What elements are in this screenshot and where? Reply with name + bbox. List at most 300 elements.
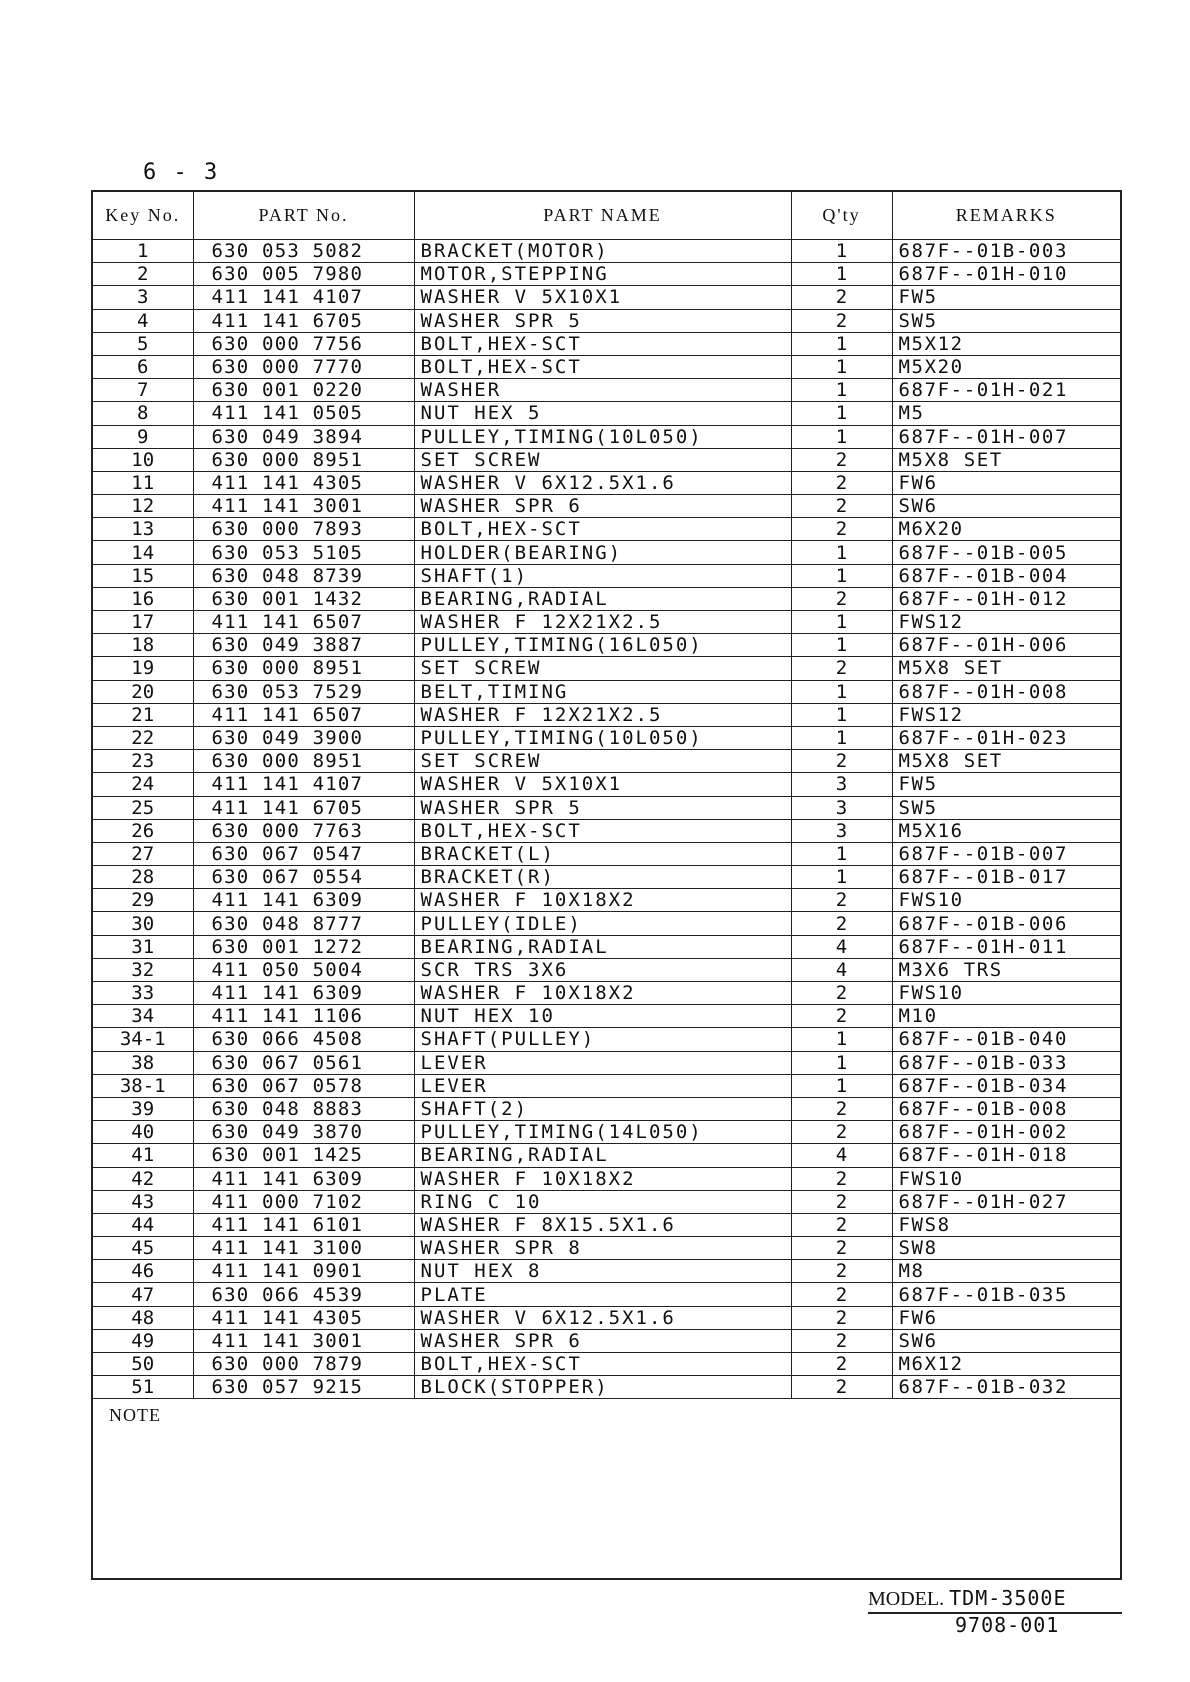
part-name-cell: WASHER F 10X18X2 <box>414 982 791 1005</box>
part-no-cell: 411 141 6705 <box>193 309 414 332</box>
key-no-cell: 41 <box>93 1144 193 1167</box>
part-no-cell: 630 053 5105 <box>193 541 414 564</box>
part-name-cell: BELT,TIMING <box>414 680 791 703</box>
part-no-cell: 630 005 7980 <box>193 263 414 286</box>
part-name-cell: BRACKET(R) <box>414 866 791 889</box>
remarks-cell: FWS10 <box>892 1167 1120 1190</box>
remarks-cell: 687F--01B-032 <box>892 1376 1120 1399</box>
qty-cell: 4 <box>791 1144 892 1167</box>
key-no-cell: 28 <box>93 866 193 889</box>
table-row <box>93 332 1120 355</box>
part-name-cell: SHAFT(2) <box>414 1097 791 1120</box>
part-no-cell: 630 001 0220 <box>193 379 414 402</box>
header-qty: Q'ty <box>791 192 892 240</box>
part-name-cell: SHAFT(1) <box>414 564 791 587</box>
key-no-cell: 32 <box>93 958 193 981</box>
qty-cell: 2 <box>791 1097 892 1120</box>
key-no-cell: 43 <box>93 1190 193 1213</box>
part-name-cell: PLATE <box>414 1283 791 1306</box>
key-no-cell: 44 <box>93 1213 193 1236</box>
qty-cell: 1 <box>791 866 892 889</box>
part-no-cell: 630 057 9215 <box>193 1376 414 1399</box>
remarks-cell: FWS10 <box>892 889 1120 912</box>
table-row <box>93 379 1120 402</box>
key-no-cell: 16 <box>93 587 193 610</box>
part-name-cell: WASHER SPR 6 <box>414 1329 791 1352</box>
remarks-cell: M5X8 SET <box>892 657 1120 680</box>
remarks-cell: 687F--01H-012 <box>892 587 1120 610</box>
key-no-cell: 17 <box>93 611 193 634</box>
qty-cell: 2 <box>791 1213 892 1236</box>
qty-cell: 4 <box>791 958 892 981</box>
table-row <box>93 819 1120 842</box>
remarks-cell: M8 <box>892 1260 1120 1283</box>
note-label: NOTE <box>109 1405 161 1426</box>
qty-cell: 2 <box>791 1306 892 1329</box>
parts-table-body <box>93 240 1120 1399</box>
part-no-cell: 630 001 1272 <box>193 935 414 958</box>
table-row <box>93 1167 1120 1190</box>
part-no-cell: 630 000 7763 <box>193 819 414 842</box>
qty-cell: 2 <box>791 518 892 541</box>
part-no-cell: 630 001 1425 <box>193 1144 414 1167</box>
remarks-cell: 687F--01H-002 <box>892 1121 1120 1144</box>
remarks-cell: 687F--01B-007 <box>892 842 1120 865</box>
table-row <box>93 309 1120 332</box>
table-row <box>93 495 1120 518</box>
key-no-cell: 38 <box>93 1051 193 1074</box>
table-row <box>93 657 1120 680</box>
remarks-cell: 687F--01B-040 <box>892 1028 1120 1051</box>
table-row <box>93 402 1120 425</box>
header-key-no: Key No. <box>93 192 193 240</box>
table-row <box>93 355 1120 378</box>
key-no-cell: 50 <box>93 1353 193 1376</box>
key-no-cell: 33 <box>93 982 193 1005</box>
remarks-cell: 687F--01B-008 <box>892 1097 1120 1120</box>
model-value: TDM-3500E <box>949 1586 1067 1610</box>
qty-cell: 2 <box>791 1376 892 1399</box>
remarks-cell: SW6 <box>892 1329 1120 1352</box>
key-no-cell: 23 <box>93 750 193 773</box>
part-name-cell: WASHER F 8X15.5X1.6 <box>414 1213 791 1236</box>
key-no-cell: 10 <box>93 448 193 471</box>
qty-cell: 1 <box>791 842 892 865</box>
table-row <box>93 286 1120 309</box>
table-row <box>93 842 1120 865</box>
parts-table <box>93 192 1120 1399</box>
table-row <box>93 240 1120 263</box>
part-name-cell: BOLT,HEX-SCT <box>414 332 791 355</box>
table-row <box>93 1144 1120 1167</box>
remarks-cell: FW5 <box>892 286 1120 309</box>
table-row <box>93 1353 1120 1376</box>
part-name-cell: PULLEY,TIMING(14L050) <box>414 1121 791 1144</box>
remarks-cell: M5 <box>892 402 1120 425</box>
table-row <box>93 634 1120 657</box>
part-name-cell: WASHER SPR 5 <box>414 796 791 819</box>
key-no-cell: 3 <box>93 286 193 309</box>
part-name-cell: PULLEY,TIMING(16L050) <box>414 634 791 657</box>
table-header-row <box>93 192 1120 240</box>
part-no-cell: 630 048 8883 <box>193 1097 414 1120</box>
part-no-cell: 630 049 3894 <box>193 425 414 448</box>
part-name-cell: SET SCREW <box>414 657 791 680</box>
part-name-cell: BEARING,RADIAL <box>414 935 791 958</box>
key-no-cell: 20 <box>93 680 193 703</box>
table-row <box>93 750 1120 773</box>
part-no-cell: 630 000 7756 <box>193 332 414 355</box>
qty-cell: 1 <box>791 425 892 448</box>
part-no-cell: 630 000 8951 <box>193 448 414 471</box>
table-row <box>93 263 1120 286</box>
table-row <box>93 1329 1120 1352</box>
key-no-cell: 47 <box>93 1283 193 1306</box>
key-no-cell: 5 <box>93 332 193 355</box>
remarks-cell: 687F--01H-011 <box>892 935 1120 958</box>
header-remarks: REMARKS <box>892 192 1120 240</box>
remarks-cell: M5X8 SET <box>892 448 1120 471</box>
part-no-cell: 411 141 4107 <box>193 773 414 796</box>
qty-cell: 2 <box>791 1283 892 1306</box>
part-name-cell: BEARING,RADIAL <box>414 587 791 610</box>
qty-cell: 1 <box>791 1074 892 1097</box>
remarks-cell: 687F--01H-008 <box>892 680 1120 703</box>
remarks-cell: 687F--01H-027 <box>892 1190 1120 1213</box>
qty-cell: 1 <box>791 355 892 378</box>
qty-cell: 2 <box>791 448 892 471</box>
part-name-cell: NUT HEX 8 <box>414 1260 791 1283</box>
table-row <box>93 587 1120 610</box>
part-no-cell: 630 049 3870 <box>193 1121 414 1144</box>
part-no-cell: 630 001 1432 <box>193 587 414 610</box>
part-name-cell: SET SCREW <box>414 750 791 773</box>
remarks-cell: FW5 <box>892 773 1120 796</box>
part-no-cell: 630 000 8951 <box>193 657 414 680</box>
part-name-cell: SET SCREW <box>414 448 791 471</box>
qty-cell: 2 <box>791 657 892 680</box>
table-row <box>93 935 1120 958</box>
part-name-cell: BRACKET(L) <box>414 842 791 865</box>
part-name-cell: WASHER V 6X12.5X1.6 <box>414 1306 791 1329</box>
part-no-cell: 630 000 8951 <box>193 750 414 773</box>
part-no-cell: 411 141 6309 <box>193 889 414 912</box>
qty-cell: 1 <box>791 1051 892 1074</box>
key-no-cell: 49 <box>93 1329 193 1352</box>
table-row <box>93 471 1120 494</box>
document-number: 9708-001 <box>955 1613 1060 1637</box>
key-no-cell: 1 <box>93 240 193 263</box>
table-row <box>93 680 1120 703</box>
table-row <box>93 1260 1120 1283</box>
part-no-cell: 411 141 6705 <box>193 796 414 819</box>
part-no-cell: 411 141 6507 <box>193 703 414 726</box>
key-no-cell: 6 <box>93 355 193 378</box>
table-row <box>93 1028 1120 1051</box>
part-name-cell: WASHER V 6X12.5X1.6 <box>414 471 791 494</box>
model-label: MODEL. <box>868 1588 945 1610</box>
remarks-cell: M6X20 <box>892 518 1120 541</box>
part-name-cell: WASHER F 12X21X2.5 <box>414 703 791 726</box>
part-no-cell: 411 141 4305 <box>193 1306 414 1329</box>
part-no-cell: 630 066 4539 <box>193 1283 414 1306</box>
part-name-cell: BLOCK(STOPPER) <box>414 1376 791 1399</box>
part-name-cell: WASHER SPR 6 <box>414 495 791 518</box>
key-no-cell: 51 <box>93 1376 193 1399</box>
part-no-cell: 411 141 6101 <box>193 1213 414 1236</box>
key-no-cell: 31 <box>93 935 193 958</box>
part-name-cell: PULLEY,TIMING(10L050) <box>414 425 791 448</box>
part-no-cell: 411 141 4107 <box>193 286 414 309</box>
key-no-cell: 13 <box>93 518 193 541</box>
part-no-cell: 411 141 3001 <box>193 1329 414 1352</box>
part-name-cell: SHAFT(PULLEY) <box>414 1028 791 1051</box>
part-name-cell: WASHER F 10X18X2 <box>414 889 791 912</box>
table-row <box>93 796 1120 819</box>
part-no-cell: 630 067 0547 <box>193 842 414 865</box>
key-no-cell: 26 <box>93 819 193 842</box>
part-no-cell: 630 067 0561 <box>193 1051 414 1074</box>
key-no-cell: 21 <box>93 703 193 726</box>
part-name-cell: LEVER <box>414 1051 791 1074</box>
table-row <box>93 611 1120 634</box>
remarks-cell: 687F--01B-033 <box>892 1051 1120 1074</box>
qty-cell: 2 <box>791 1121 892 1144</box>
remarks-cell: 687F--01H-006 <box>892 634 1120 657</box>
qty-cell: 1 <box>791 564 892 587</box>
qty-cell: 2 <box>791 889 892 912</box>
remarks-cell: M5X20 <box>892 355 1120 378</box>
table-row <box>93 1283 1120 1306</box>
remarks-cell: M6X12 <box>892 1353 1120 1376</box>
part-no-cell: 630 053 5082 <box>193 240 414 263</box>
part-name-cell: WASHER V 5X10X1 <box>414 286 791 309</box>
table-row <box>93 425 1120 448</box>
part-no-cell: 411 141 3100 <box>193 1237 414 1260</box>
part-name-cell: WASHER SPR 8 <box>414 1237 791 1260</box>
key-no-cell: 7 <box>93 379 193 402</box>
part-name-cell: BOLT,HEX-SCT <box>414 355 791 378</box>
key-no-cell: 34 <box>93 1005 193 1028</box>
part-no-cell: 630 000 7770 <box>193 355 414 378</box>
table-row <box>93 448 1120 471</box>
qty-cell: 2 <box>791 471 892 494</box>
part-name-cell: WASHER SPR 5 <box>414 309 791 332</box>
key-no-cell: 40 <box>93 1121 193 1144</box>
key-no-cell: 24 <box>93 773 193 796</box>
key-no-cell: 25 <box>93 796 193 819</box>
key-no-cell: 15 <box>93 564 193 587</box>
part-no-cell: 411 141 1106 <box>193 1005 414 1028</box>
part-no-cell: 411 141 0505 <box>193 402 414 425</box>
part-name-cell: BOLT,HEX-SCT <box>414 819 791 842</box>
qty-cell: 4 <box>791 935 892 958</box>
qty-cell: 2 <box>791 1260 892 1283</box>
remarks-cell: M5X16 <box>892 819 1120 842</box>
part-name-cell: BEARING,RADIAL <box>414 1144 791 1167</box>
remarks-cell: 687F--01H-007 <box>892 425 1120 448</box>
part-name-cell: MOTOR,STEPPING <box>414 263 791 286</box>
remarks-cell: 687F--01B-034 <box>892 1074 1120 1097</box>
remarks-cell: FW6 <box>892 471 1120 494</box>
table-row <box>93 1213 1120 1236</box>
remarks-cell: M5X12 <box>892 332 1120 355</box>
part-name-cell: HOLDER(BEARING) <box>414 541 791 564</box>
remarks-cell: 687F--01H-010 <box>892 263 1120 286</box>
key-no-cell: 22 <box>93 726 193 749</box>
part-name-cell: BRACKET(MOTOR) <box>414 240 791 263</box>
remarks-cell: SW5 <box>892 796 1120 819</box>
remarks-cell: FWS10 <box>892 982 1120 1005</box>
part-no-cell: 630 000 7879 <box>193 1353 414 1376</box>
key-no-cell: 46 <box>93 1260 193 1283</box>
key-no-cell: 29 <box>93 889 193 912</box>
remarks-cell: 687F--01H-018 <box>892 1144 1120 1167</box>
key-no-cell: 2 <box>93 263 193 286</box>
part-name-cell: WASHER V 5X10X1 <box>414 773 791 796</box>
qty-cell: 1 <box>791 703 892 726</box>
part-no-cell: 630 067 0554 <box>193 866 414 889</box>
part-name-cell: NUT HEX 5 <box>414 402 791 425</box>
part-name-cell: NUT HEX 10 <box>414 1005 791 1028</box>
remarks-cell: 687F--01H-021 <box>892 379 1120 402</box>
key-no-cell: 27 <box>93 842 193 865</box>
table-row <box>93 1306 1120 1329</box>
key-no-cell: 30 <box>93 912 193 935</box>
key-no-cell: 11 <box>93 471 193 494</box>
qty-cell: 2 <box>791 912 892 935</box>
table-row <box>93 889 1120 912</box>
part-name-cell: WASHER <box>414 379 791 402</box>
table-row <box>93 1097 1120 1120</box>
table-row <box>93 1376 1120 1399</box>
table-row <box>93 1121 1120 1144</box>
remarks-cell: SW6 <box>892 495 1120 518</box>
qty-cell: 1 <box>791 726 892 749</box>
remarks-cell: 687F--01H-023 <box>892 726 1120 749</box>
part-name-cell: RING C 10 <box>414 1190 791 1213</box>
qty-cell: 1 <box>791 263 892 286</box>
part-name-cell: PULLEY,TIMING(10L050) <box>414 726 791 749</box>
part-no-cell: 411 141 0901 <box>193 1260 414 1283</box>
key-no-cell: 48 <box>93 1306 193 1329</box>
part-no-cell: 411 141 6309 <box>193 982 414 1005</box>
qty-cell: 2 <box>791 1005 892 1028</box>
key-no-cell: 39 <box>93 1097 193 1120</box>
remarks-cell: M10 <box>892 1005 1120 1028</box>
part-name-cell: PULLEY(IDLE) <box>414 912 791 935</box>
part-no-cell: 630 000 7893 <box>193 518 414 541</box>
table-row <box>93 773 1120 796</box>
key-no-cell: 14 <box>93 541 193 564</box>
table-row <box>93 982 1120 1005</box>
qty-cell: 2 <box>791 982 892 1005</box>
qty-cell: 2 <box>791 587 892 610</box>
table-row <box>93 1005 1120 1028</box>
qty-cell: 2 <box>791 1190 892 1213</box>
qty-cell: 1 <box>791 611 892 634</box>
remarks-cell: 687F--01B-017 <box>892 866 1120 889</box>
qty-cell: 1 <box>791 680 892 703</box>
part-name-cell: WASHER F 10X18X2 <box>414 1167 791 1190</box>
qty-cell: 3 <box>791 819 892 842</box>
key-no-cell: 9 <box>93 425 193 448</box>
qty-cell: 2 <box>791 1329 892 1352</box>
key-no-cell: 42 <box>93 1167 193 1190</box>
key-no-cell: 8 <box>93 402 193 425</box>
part-name-cell: BOLT,HEX-SCT <box>414 1353 791 1376</box>
qty-cell: 3 <box>791 796 892 819</box>
page-number: 6 - 3 <box>143 160 220 185</box>
key-no-cell: 19 <box>93 657 193 680</box>
qty-cell: 2 <box>791 1167 892 1190</box>
table-row <box>93 1051 1120 1074</box>
key-no-cell: 38-1 <box>93 1074 193 1097</box>
key-no-cell: 18 <box>93 634 193 657</box>
remarks-cell: 687F--01B-003 <box>892 240 1120 263</box>
table-row <box>93 912 1120 935</box>
table-row <box>93 564 1120 587</box>
table-row <box>93 1190 1120 1213</box>
header-part-no: PART No. <box>193 192 414 240</box>
qty-cell: 1 <box>791 402 892 425</box>
key-no-cell: 45 <box>93 1237 193 1260</box>
qty-cell: 1 <box>791 332 892 355</box>
part-no-cell: 630 048 8777 <box>193 912 414 935</box>
part-no-cell: 411 000 7102 <box>193 1190 414 1213</box>
remarks-cell: M3X6 TRS <box>892 958 1120 981</box>
parts-list-sheet <box>91 190 1122 1580</box>
qty-cell: 1 <box>791 1028 892 1051</box>
qty-cell: 2 <box>791 1237 892 1260</box>
remarks-cell: FWS12 <box>892 703 1120 726</box>
qty-cell: 2 <box>791 750 892 773</box>
model-line <box>868 1586 1122 1614</box>
key-no-cell: 34-1 <box>93 1028 193 1051</box>
remarks-cell: FWS8 <box>892 1213 1120 1236</box>
table-row <box>93 958 1120 981</box>
header-part-name: PART NAME <box>414 192 791 240</box>
remarks-cell: M5X8 SET <box>892 750 1120 773</box>
part-no-cell: 411 141 3001 <box>193 495 414 518</box>
part-no-cell: 630 048 8739 <box>193 564 414 587</box>
part-no-cell: 630 049 3887 <box>193 634 414 657</box>
qty-cell: 1 <box>791 240 892 263</box>
part-no-cell: 630 049 3900 <box>193 726 414 749</box>
table-row <box>93 518 1120 541</box>
part-no-cell: 411 141 6309 <box>193 1167 414 1190</box>
remarks-cell: 687F--01B-005 <box>892 541 1120 564</box>
table-row <box>93 1074 1120 1097</box>
table-row <box>93 866 1120 889</box>
part-name-cell: WASHER F 12X21X2.5 <box>414 611 791 634</box>
remarks-cell: FW6 <box>892 1306 1120 1329</box>
remarks-cell: SW8 <box>892 1237 1120 1260</box>
remarks-cell: FWS12 <box>892 611 1120 634</box>
remarks-cell: 687F--01B-006 <box>892 912 1120 935</box>
table-row <box>93 541 1120 564</box>
part-no-cell: 411 141 4305 <box>193 471 414 494</box>
remarks-cell: 687F--01B-035 <box>892 1283 1120 1306</box>
qty-cell: 3 <box>791 773 892 796</box>
qty-cell: 2 <box>791 286 892 309</box>
part-no-cell: 630 066 4508 <box>193 1028 414 1051</box>
table-row <box>93 1237 1120 1260</box>
qty-cell: 1 <box>791 379 892 402</box>
qty-cell: 1 <box>791 634 892 657</box>
remarks-cell: 687F--01B-004 <box>892 564 1120 587</box>
part-no-cell: 630 067 0578 <box>193 1074 414 1097</box>
